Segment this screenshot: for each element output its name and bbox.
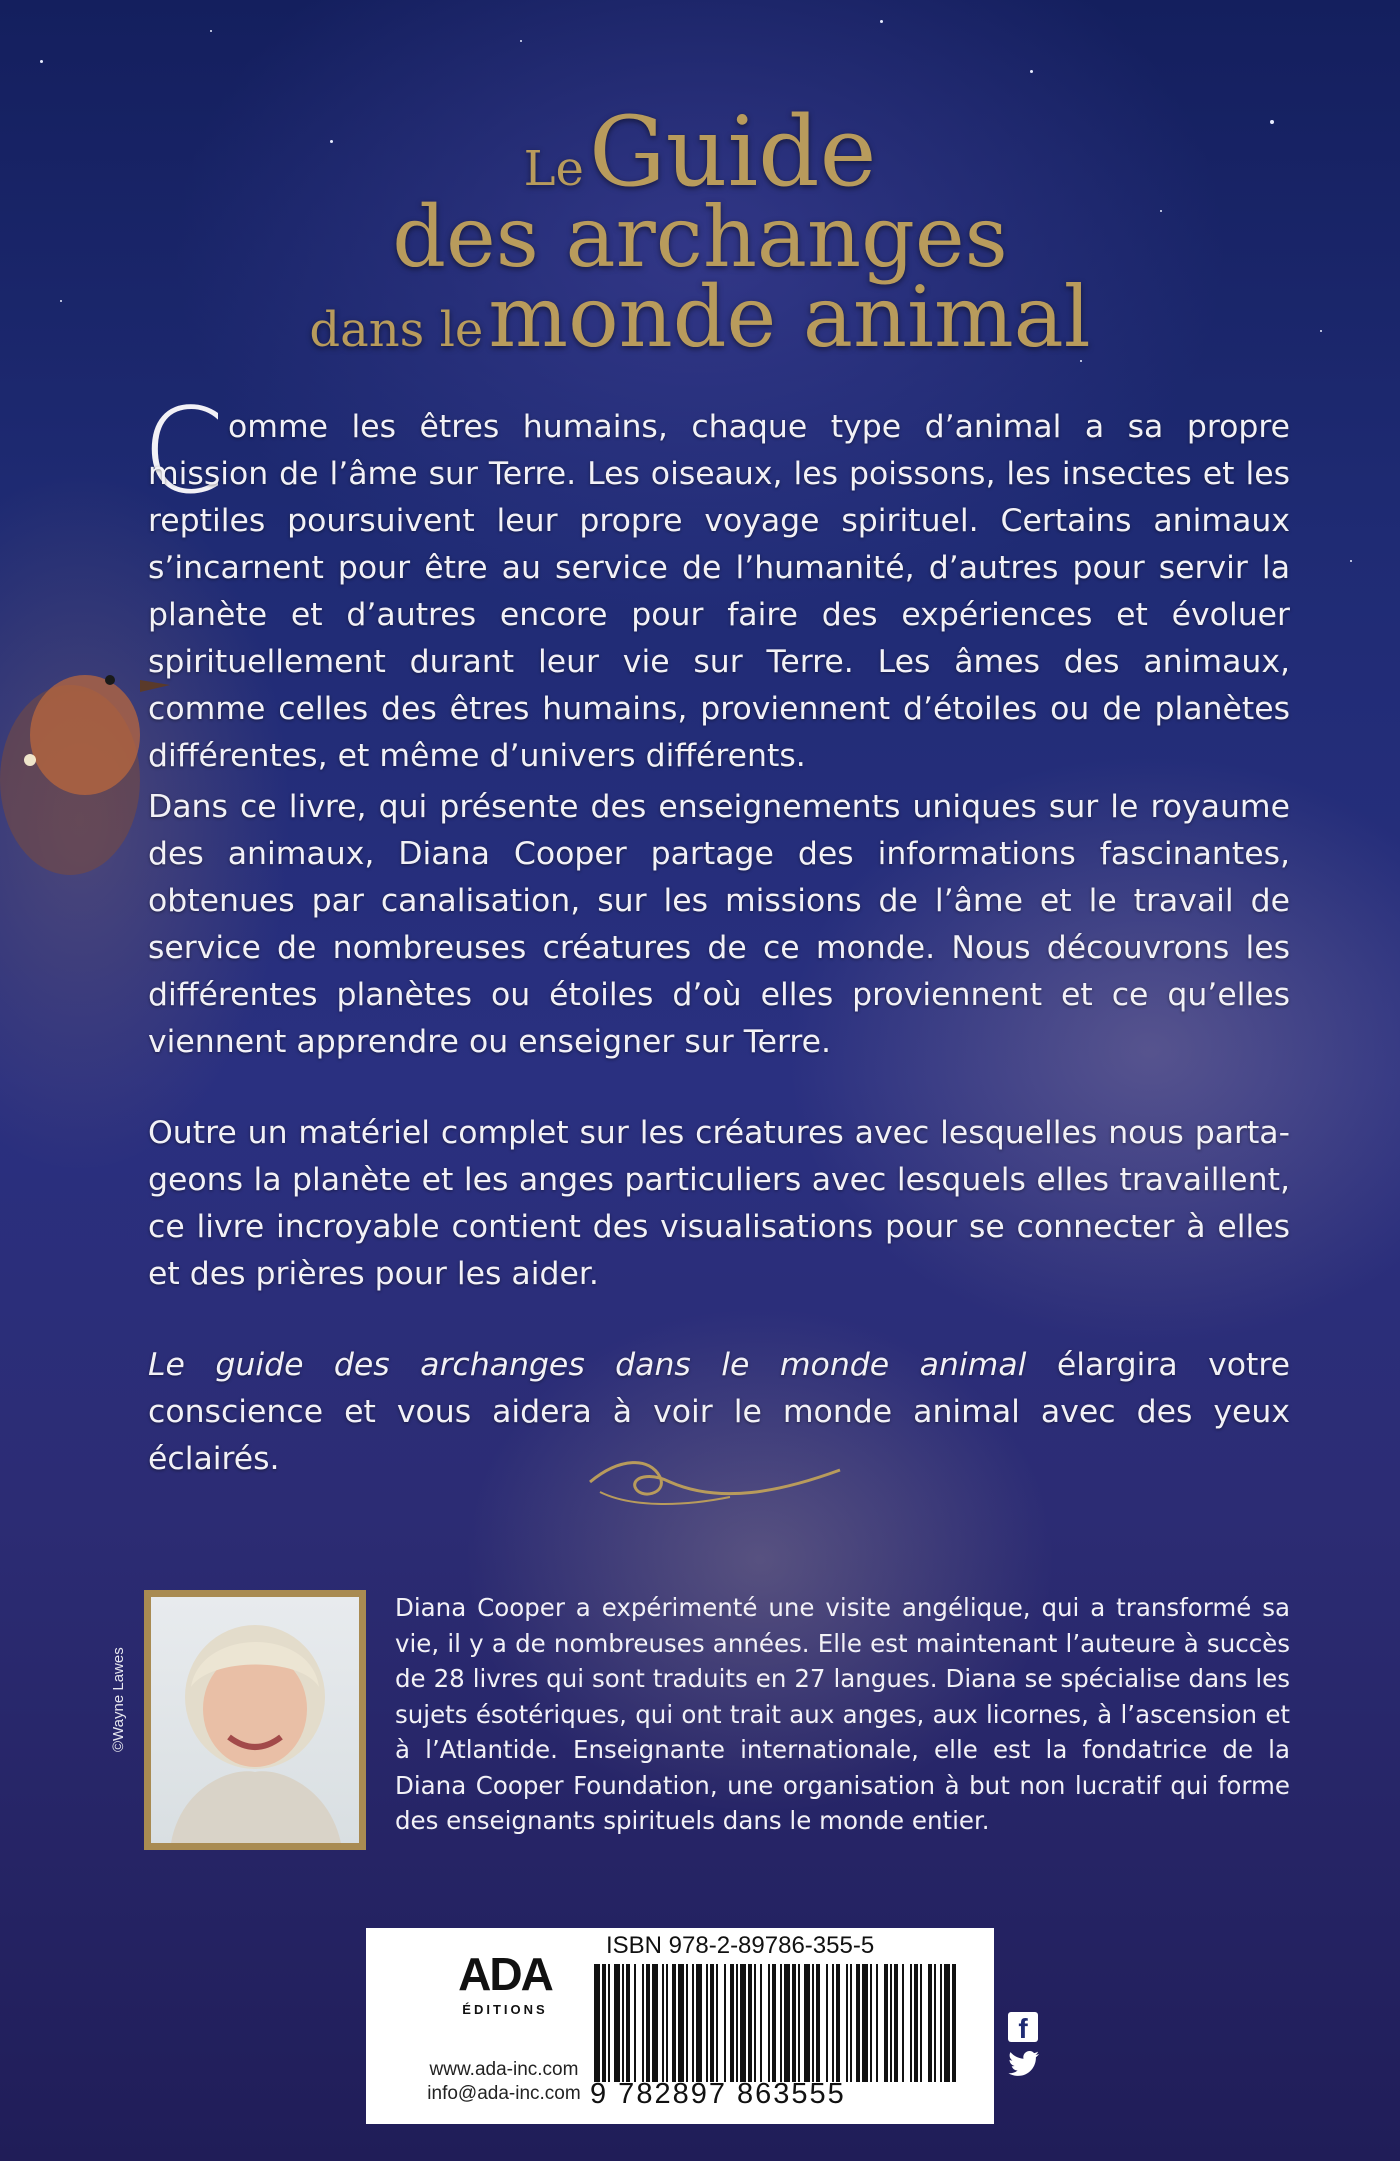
star [520, 40, 522, 42]
barcode-bar [602, 1964, 606, 2082]
star [40, 60, 43, 63]
title-line-3 [0, 268, 1400, 366]
barcode-bar [626, 1964, 630, 2082]
publisher-email[interactable]: info@ada-inc.com [427, 2083, 581, 2104]
social-icons [1008, 2012, 1048, 2082]
title-des-archanges: des archanges [392, 188, 1008, 286]
barcode-bar [816, 1964, 820, 2082]
title-guide: Guide [588, 96, 877, 208]
barcode-bar [614, 1964, 620, 2082]
barcode-bar [870, 1964, 872, 2082]
barcode-bar [710, 1964, 714, 2082]
barcode-bar [666, 1964, 668, 2082]
barcode-bar [760, 1964, 762, 2082]
barcode-bar [890, 1964, 892, 2082]
barcode-bar [812, 1964, 814, 2082]
barcode-bar [934, 1964, 936, 2082]
title-dans-le: dans le [309, 302, 484, 358]
star [210, 30, 212, 32]
author-photo [151, 1597, 359, 1843]
photo-credit: ©Wayne Lawes [110, 1647, 127, 1752]
twitter-icon[interactable] [1008, 2050, 1040, 2078]
barcode-bar [780, 1964, 782, 2082]
publisher-website[interactable]: www.ada-inc.com [429, 2059, 579, 2080]
barcode [590, 1964, 960, 2082]
publisher-contact [404, 2058, 604, 2106]
ada-logo [440, 1950, 570, 2017]
title-le: Le [523, 141, 584, 197]
barcode-bar [730, 1964, 734, 2082]
barcode-bar [692, 1964, 694, 2082]
barcode-bar [928, 1964, 932, 2082]
barcode-bar [696, 1964, 702, 2082]
barcode-bar [798, 1964, 800, 2082]
paragraph-1: omme les êtres humains, chaque type d’animal a sa propre mission de l’âme sur Terre. Les oiseaux, les poissons, les insectes et les reptiles poursuivent leur propre voyage spirituel. Certains animaux s’incarnent pour être au service de l’humanité, d’autres pour servir la planète et d’autres encore pour faire des expériences et évoluer spirituellement durant leur vie sur Terre. Les âmes des animaux, comme celles des êtres humains, proviennent d’étoiles ou de planètes différentes, et même d’univers différents. [148, 409, 1290, 774]
barcode-bar [894, 1964, 898, 2082]
barcode-bar [716, 1964, 718, 2082]
barcode-bar [678, 1964, 684, 2082]
barcode-bar [862, 1964, 868, 2082]
barcode-bar [634, 1964, 636, 2082]
barcode-bar [642, 1964, 644, 2082]
publisher-panel [366, 1928, 994, 2124]
ada-logo-text: ADA [458, 1948, 552, 2000]
barcode-bar [706, 1964, 708, 2082]
barcode-bar [608, 1964, 610, 2082]
barcode-bar [740, 1964, 746, 2082]
paragraph-2: Dans ce livre, qui présente des enseignements uniques sur le royaume des animaux, Diana Cooper partage des informations fascinantes, obtenues par canalisation, sur les missions de l’âme et le travail de service de nombreuses créatures de ce monde. Nous découvrons les différentes planètes ou étoiles d’où elles proviennent et ce qu’elles viennent apprendre ou enseigner sur Terre. [148, 789, 1290, 1060]
paragraph-4-rest: élargira votre conscience et vous aidera à voir le monde animal avec des yeux éclairés. [148, 1347, 1291, 1477]
barcode-bar [772, 1964, 776, 2082]
barcode-bar [910, 1964, 912, 2082]
barcode-bar [594, 1964, 600, 2082]
barcode-bar [686, 1964, 688, 2082]
barcode-bar [622, 1964, 624, 2082]
barcode-bar [646, 1964, 650, 2082]
barcode-bar [920, 1964, 922, 2082]
barcode-bar [672, 1964, 676, 2082]
ada-logo-subtitle: ÉDITIONS [462, 2002, 548, 2017]
barcode-bar [652, 1964, 658, 2082]
author-portrait-drawing [151, 1597, 359, 1843]
star [880, 20, 883, 23]
barcode-bar [826, 1964, 828, 2082]
barcode-bar [754, 1964, 756, 2082]
barcode-bar [748, 1964, 752, 2082]
paragraph-3: Outre un matériel complet sur les créatures avec lesquelles nous partageons la planète et les anges particuliers avec lesquels elles travaillent, ce livre incroyable contient des visualisations pour se connecter à elles et des prières pour les aider. [148, 1115, 1290, 1292]
author-bio: Diana Cooper a expérimenté une visite angélique, qui a transformé sa vie, il y a de nombreuses années. Elle est maintenant l’auteure à succès de 28 livres qui sont traduits en 27 langues. Diana se spécialise dans les sujets ésotériques, qui ont trait aux anges, aux licornes, à l’ascension et à l’Atlantide. Enseignante internationale, elle est la fondatrice de la Diana Cooper Foundation, une organisation à but non lucratif qui forme des enseignants spirituels dans le monde entier. [395, 1593, 1290, 1835]
barcode-bar [736, 1964, 738, 2082]
barcode-bar [876, 1964, 878, 2082]
star [1030, 70, 1033, 73]
star [1350, 560, 1352, 562]
barcode-bar [914, 1964, 918, 2082]
barcode-bar [846, 1964, 848, 2082]
flourish-ornament [580, 1452, 850, 1512]
barcode-bar [792, 1964, 796, 2082]
barcode-bar [944, 1964, 950, 2082]
barcode-bar [940, 1964, 942, 2082]
barcode-bar [784, 1964, 790, 2082]
barcode-bar [662, 1964, 664, 2082]
barcode-bar [850, 1964, 852, 2082]
facebook-icon[interactable]: f [1008, 2012, 1038, 2042]
barcode-bar [832, 1964, 834, 2082]
drop-cap: C [142, 382, 225, 520]
barcode-bar [884, 1964, 888, 2082]
barcode-bar [902, 1964, 904, 2082]
barcode-bar [952, 1964, 956, 2082]
barcode-bar [768, 1964, 770, 2082]
title-monde-animal: monde animal [488, 268, 1091, 366]
barcode-bar [836, 1964, 840, 2082]
isbn-label: ISBN 978-2-89786-355-5 [606, 1932, 875, 1959]
barcode-bar [724, 1964, 726, 2082]
barcode-bar [804, 1964, 810, 2082]
barcode-number: 9 782897 863555 [590, 2078, 846, 2110]
barcode-bar [856, 1964, 860, 2082]
author-photo-frame [144, 1590, 366, 1850]
book-title-italic: Le guide des archanges dans le monde animal [148, 1347, 1027, 1383]
